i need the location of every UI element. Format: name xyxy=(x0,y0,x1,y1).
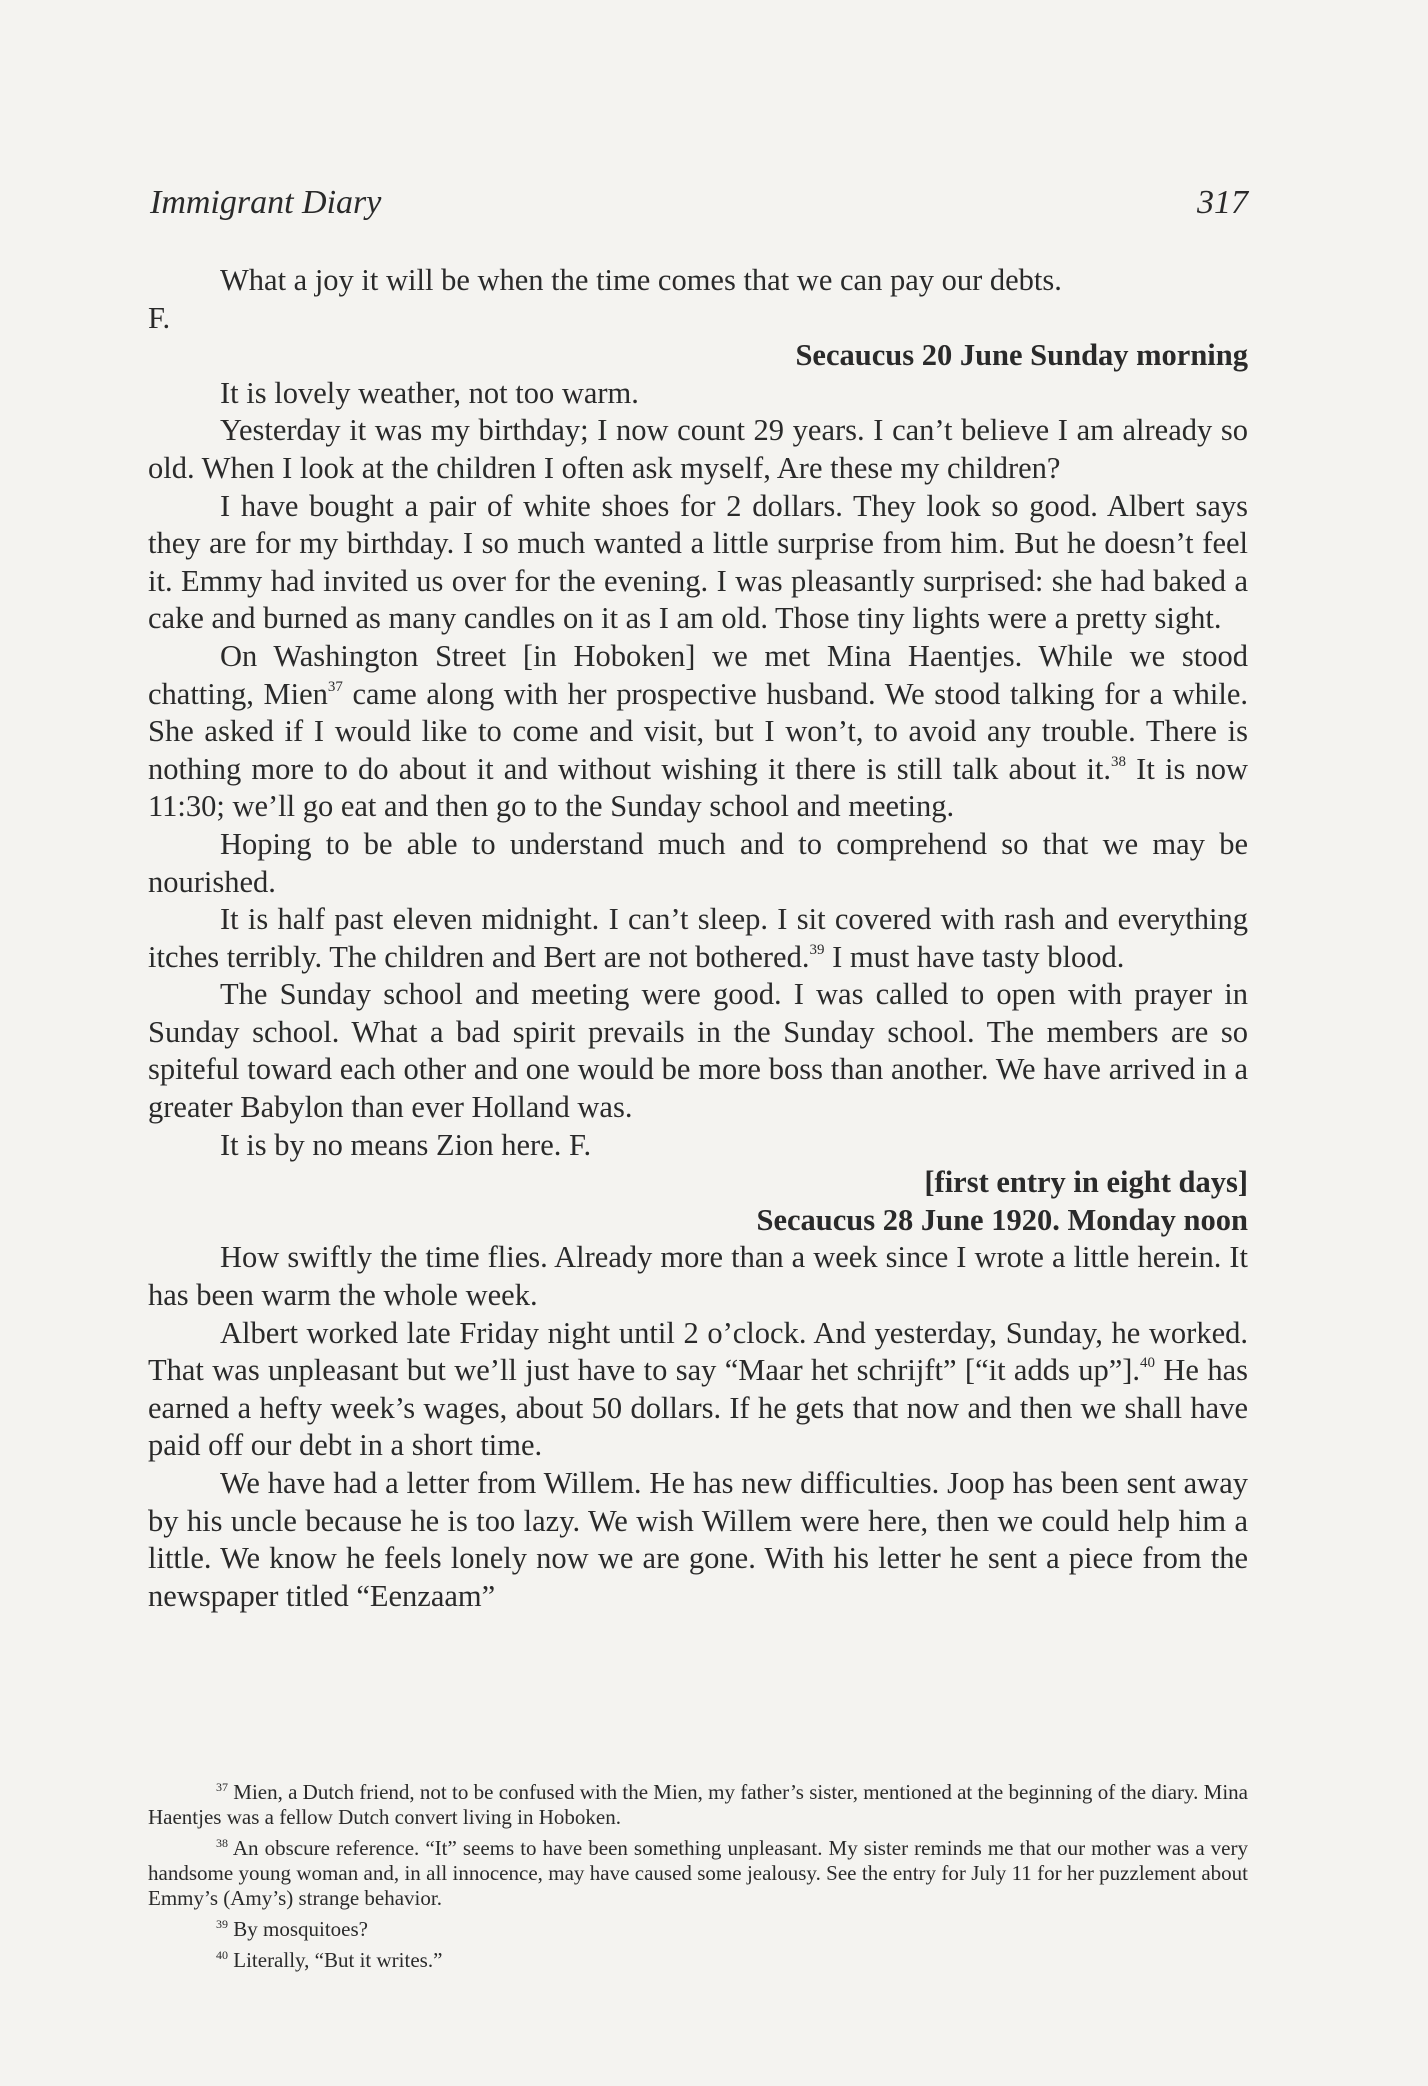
paragraph: It is by no means Zion here. F. xyxy=(220,1127,592,1162)
signature: F. xyxy=(148,300,171,335)
footnote: $^{40}$ Literally, “But it writes.” xyxy=(216,1948,443,1972)
entry-heading: Secaucus 20 June Sunday morning xyxy=(795,338,1248,373)
footnote-ref: 40 xyxy=(1140,1355,1156,1372)
paragraph: Albert worked late Friday night until 2 o’clock. And yesterday, Sunday, he worked. That was unpleasant but we’ll just have to say “Maar het schrijft” [“it adds up”].$^{40}$ He has earned a hefty week’s wages, about 50 dollars. If he gets that now and then we shall have paid off our debt in a short time. xyxy=(148,1315,1248,1463)
paragraph: Hoping to be able to understand much and to comprehend so that we may be nourished. xyxy=(148,826,1248,899)
paragraph: Yesterday it was my birthday; I now count 29 years. I can’t believe I am already so old. When I look at the children I often ask myself, Are these my children? xyxy=(148,413,1248,485)
footnote: $^{38}$ An obscure reference. “It” seems to have been something unpleasant. My sister reminds me that our mother was a very handsome young woman and, in all innocence, may have caused some jealousy. See the entry for July 11 for her puzzlement about Emmy’s (Amy’s) strange behavior. xyxy=(148,1836,1248,1910)
running-head-title: Immigrant Diary xyxy=(150,184,382,221)
footnote-ref: 37 xyxy=(327,678,343,695)
footnote: $^{39}$ By mosquitoes? xyxy=(216,1917,368,1941)
footnote-number: 40 xyxy=(216,1948,228,1962)
footnotes xyxy=(148,1780,1248,1979)
footnote-number: 39 xyxy=(216,1917,228,1931)
page-number: 317 xyxy=(1197,184,1248,221)
paragraph: What a joy it will be when the time comes that we can pay our debts. xyxy=(220,263,1062,297)
paragraph: How swiftly the time flies. Already more than a week since I wrote a little herein. It has been warm the whole week. xyxy=(148,1240,1248,1313)
footnote-number: 38 xyxy=(216,1836,228,1850)
paragraph: On Washington Street [in Hoboken] we met Mina Haentjes. While we stood chatting, Mien$^{37}$ came along with her prospective husband. We stood talking for a while. She asked if I would like to come and visit, but I won’t, to avoid any trouble. There is nothing more to do about it and without wishing it there is still talk about it.$^{38}$ It is now 11:30; we’ll go eat and then go to the Sunday school and meeting. xyxy=(148,638,1248,824)
paragraph: We have had a letter from Willem. He has new difficulties. Joop has been sent away by his uncle because he is too lazy. We wish Willem were here, then we could help him a little. We know he feels lonely now we are gone. With his letter he sent a piece from the newspaper titled “Eenzaam” xyxy=(148,1466,1248,1613)
diary-body xyxy=(148,262,1248,1615)
footnote-number: 37 xyxy=(216,1780,228,1794)
paragraph: The Sunday school and meeting were good. I was called to open with prayer in Sunday school. What a bad spirit prevails in the Sunday school. The members are so spiteful toward each other and one would be more boss than another. We have arrived in a greater Babylon than ever Holland was. xyxy=(148,977,1248,1125)
entry-heading: Secaucus 28 June 1920. Monday noon xyxy=(756,1202,1248,1237)
editorial-note: [first entry in eight days] xyxy=(924,1165,1248,1200)
footnote: $^{37}$ Mien, a Dutch friend, not to be confused with the Mien, my father’s sister, mentioned at the beginning of the diary. Mina Haentjes was a fellow Dutch convert living in Hoboken. xyxy=(148,1780,1248,1829)
footnote-ref: 39 xyxy=(809,941,825,958)
footnote-ref: 38 xyxy=(1111,753,1127,770)
paragraph: It is lovely weather, not too warm. xyxy=(220,375,639,410)
paragraph: It is half past eleven midnight. I can’t sleep. I sit covered with rash and everything itches terribly. The children and Bert are not bothered.$^{39}$ I must have tasty blood. xyxy=(148,902,1248,974)
paragraph: I have bought a pair of white shoes for 2 dollars. They look so good. Albert says they are for my birthday. I so much wanted a little surprise from him. But he doesn’t feel it. Emmy had invited us over for the evening. I was pleasantly surprised: she had baked a cake and burned as many candles on it as I am old. Those tiny lights were a pretty sight. xyxy=(148,488,1248,636)
